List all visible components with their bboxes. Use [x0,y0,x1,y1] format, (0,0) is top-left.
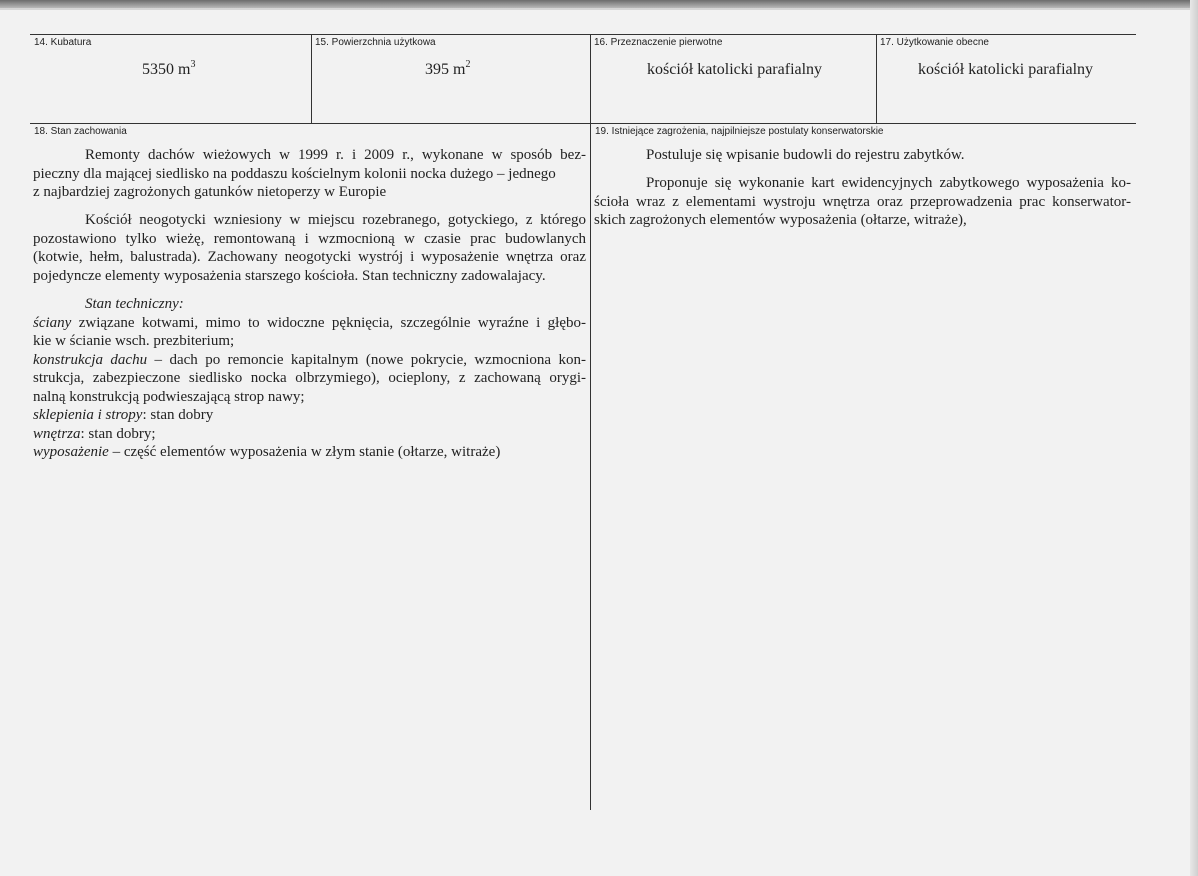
field-14-value: 5350 $m^3$ [142,59,196,78]
roof-line: konstrukcja dachu – dach po remoncie kapitalnym (nowe pokrycie, wzmocniona kon- [33,351,587,368]
text-line: Remonty dachów wieżowych w 1999 r. i 2009 r., wykonane w sposób bez- [85,147,586,163]
text-line: z najbardziej zagrożonych gatunków nietoperzy w Europie [33,184,387,200]
roof-line-3: nalną konstrukcją podwieszającą strop nawy; [33,388,305,405]
text-line: Proponuje się wykonanie kart ewidencyjnych zabytkowego wyposażenia ko- [646,175,1131,191]
equipment-line: wyposażenie – część elementów wyposażenia w złym stanie (ołtarze, witraże) [33,444,501,460]
section-18-label: 18. Stan zachowania [34,126,127,137]
field-16-value: kościół katolicki parafialny [647,61,823,78]
walls-line: ściany związane kotwami, mimo to widoczne pęknięcia, szczególnie wyraźne i głębo- [33,314,586,331]
section-19-label: 19. Istniejące zagrożenia, najpilniejsze postulaty konserwatorskie [595,126,884,137]
scan-top-shadow [0,8,1198,10]
interior-line: wnętrza: stan dobry; [33,425,156,442]
vaults-line: sklepienia i stropy: stan dobry [33,407,214,423]
technical-condition-heading: Stan techniczny: [85,296,184,312]
section-18-paragraph-1 [33,146,586,202]
field-14-label: 14. Kubatura [34,37,92,48]
col-divider-3 [876,34,877,124]
field-16-label: 16. Przeznaczenie pierwotne [594,37,723,48]
scan-top-edge [0,0,1198,8]
roof-line-2: strukcja, zabezpieczone siedlisko nocka olbrzymiego), ocieplony, z zachowaną orygi- [33,370,586,386]
text-line: Postuluje się wpisanie budowli do rejestru zabytków. [646,147,965,163]
walls-line-2: kie w ścianie wsch. prezbiterium; [33,333,235,349]
text-line: pieczny dla mającej siedlisko na poddaszu kościelnym kolonii nocka dużego – jednego [33,165,556,182]
text-line: skich zagrożonych elementów wyposażenia (ołtarze, witraże), [594,212,967,228]
scan-right-edge [1190,0,1198,876]
text-line: Kościół neogotycki wzniesiony w miejscu rozebranego, gotyckiego, z którego [85,212,586,228]
section-19-paragraph-1 [594,146,1131,165]
col-divider-1 [311,34,312,124]
field-15-value: 395 $m^2$ [425,59,471,78]
section-19-paragraph-2 [594,174,1131,230]
text-line: ścioła wraz z elementami wystroju wnętrza oraz przeprowadzenia prac konserwator- [594,193,1131,210]
text-line: pozostawiono tylko wieżę, remontowaną i wzmocnioną w czasie prac budowlanych [33,230,586,247]
text-line: (kotwie, hełm, balustrada). Zachowany neogotycki wystrój i wyposażenie wnętrza oraz [33,249,586,265]
section-18-paragraph-2 [33,211,586,285]
section-19-top-border [590,123,1136,124]
col-divider-2 [590,34,591,810]
field-17-value: kościół katolicki parafialny [918,61,1094,78]
field-15-label: 15. Powierzchnia użytkowa [315,37,436,48]
form-top-border [30,34,1136,35]
text-line: pojedyncze elementy wyposażenia starszego kościoła. Stan techniczny zadowalajacy. [33,267,546,284]
field-17-label: 17. Użytkowanie obecne [880,37,989,48]
technical-condition-block [33,295,586,462]
